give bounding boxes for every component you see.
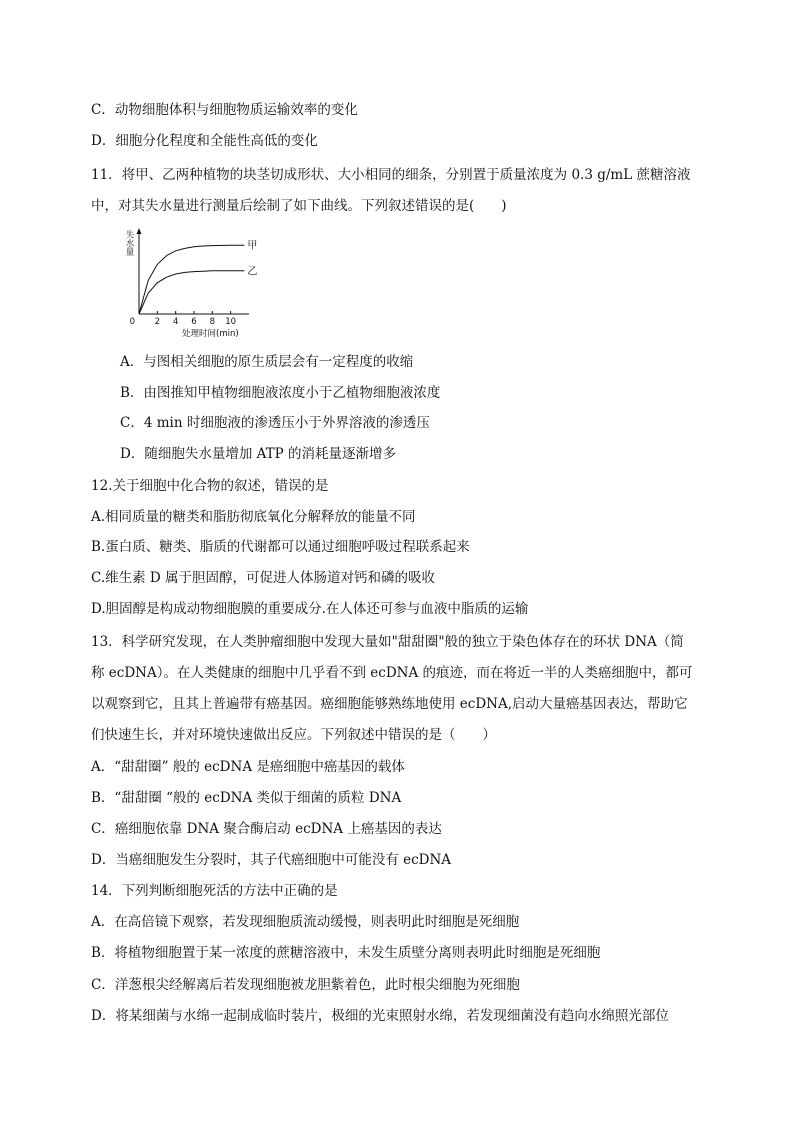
q10-option-c: C．动物细胞体积与细胞物质运输效率的变化	[91, 102, 358, 118]
q14-option-b: B．将植物细胞置于某一浓度的蔗糖溶液中，未发生质壁分离则表明此时细胞是死细胞	[91, 945, 601, 961]
x-tick-label: 4	[172, 317, 179, 327]
x-axis-label: 处理时间(min)	[182, 329, 239, 339]
q13-option-d: D．当癌细胞发生分裂时，其子代癌细胞中可能没有 ecDNA	[91, 852, 452, 868]
y-axis-label: 失水量	[124, 230, 134, 256]
q12-option-d: D.胆固醇是构成动物细胞膜的重要成分.在人体还可参与血液中脂质的运输	[91, 601, 529, 617]
q14-option-a: A．在高倍镜下观察，若发现细胞质流动缓慢，则表明此时细胞是死细胞	[91, 914, 520, 930]
series-line-2	[139, 271, 244, 314]
q12-option-b: B.蛋白质、糖类、脂质的代谢都可以通过细胞呼吸过程联系起来	[91, 539, 470, 555]
q14-option-c: C．洋葱根尖经解离后若发现细胞被龙胆紫着色，此时根尖细胞为死细胞	[91, 977, 520, 993]
series-label-2: 乙	[247, 266, 258, 278]
q11-option-d: D．随细胞失水量增加 ATP 的消耗量逐渐增多	[120, 446, 397, 462]
x-tick-label: 8	[209, 317, 216, 327]
series-label-1: 甲	[247, 240, 258, 252]
series-line-1	[139, 245, 244, 314]
q11-stem-line-2: 中，对其失水量进行测量后绘制了如下曲线。下列叙述错误的是( )	[91, 198, 507, 214]
x-tick-label: 0	[129, 317, 135, 327]
q13-stem-line-2: 称 ecDNA）。在人类健康的细胞中几乎看不到 ecDNA 的痕迹，而在将近一半的人类癌细胞中，都可	[91, 665, 693, 681]
q11-option-a: A．与图相关细胞的原生质层会有一定程度的收缩	[120, 354, 414, 370]
q13-option-b: B．“甜甜圈 “般的 ecDNA 类似于细菌的质粒 DNA	[91, 790, 402, 806]
q12-stem: 12.关于细胞中化合物的叙述，错误的是	[91, 478, 329, 494]
y-axis-arrow	[137, 228, 142, 234]
q12-option-c: C.维生素 D 属于胆固醇，可促进人体肠道对钙和磷的吸收	[91, 570, 436, 586]
water-loss-chart	[118, 224, 268, 342]
q11-option-b: B．由图推知甲植物细胞液浓度小于乙植物细胞液浓度	[120, 385, 441, 401]
q11-option-c: C．4 min 时细胞液的渗透压小于外界溶液的渗透压	[120, 415, 430, 431]
x-tick-label: 10	[225, 317, 237, 327]
q13-stem-line-4: 们快速生长，并对环境快速做出反应。下列叙述中错误的是（ ）	[91, 727, 496, 743]
q13-option-a: A．“甜甜圈” 般的 ecDNA 是癌细胞中癌基因的载体	[91, 759, 405, 775]
q11-stem-line-1: 11．将甲、乙两种植物的块茎切成形状、大小相同的细条，分别置于质量浓度为 0.3 g/mL 蔗糖溶液	[91, 167, 691, 183]
q13-stem-line-1: 13．科学研究发现，在人类肿瘤细胞中发现大量如"甜甜圈"般的独立于染色体存在的环状 DNA（简	[91, 634, 684, 650]
q14-stem: 14．下列判断细胞死活的方法中正确的是	[91, 883, 338, 899]
x-tick-label: 2	[154, 317, 161, 327]
q13-option-c: C．癌细胞依靠 DNA 聚合酶启动 ecDNA 上癌基因的表达	[91, 821, 442, 837]
q10-option-d: D．细胞分化程度和全能性高低的变化	[91, 133, 318, 149]
q14-option-d: D．将某细菌与水绵一起制成临时装片，极细的光束照射水绵，若发现细菌没有趋向水绵照光部位	[91, 1008, 669, 1024]
x-tick-label: 6	[191, 317, 197, 327]
q13-stem-line-3: 以观察到它，且其上普遍带有癌基因。癌细胞能够熟练地使用 ecDNA,启动大量癌基因表达，帮助它	[91, 696, 688, 712]
q12-option-a: A.相同质量的糖类和脂肪彻底氧化分解释放的能量不同	[91, 509, 416, 525]
